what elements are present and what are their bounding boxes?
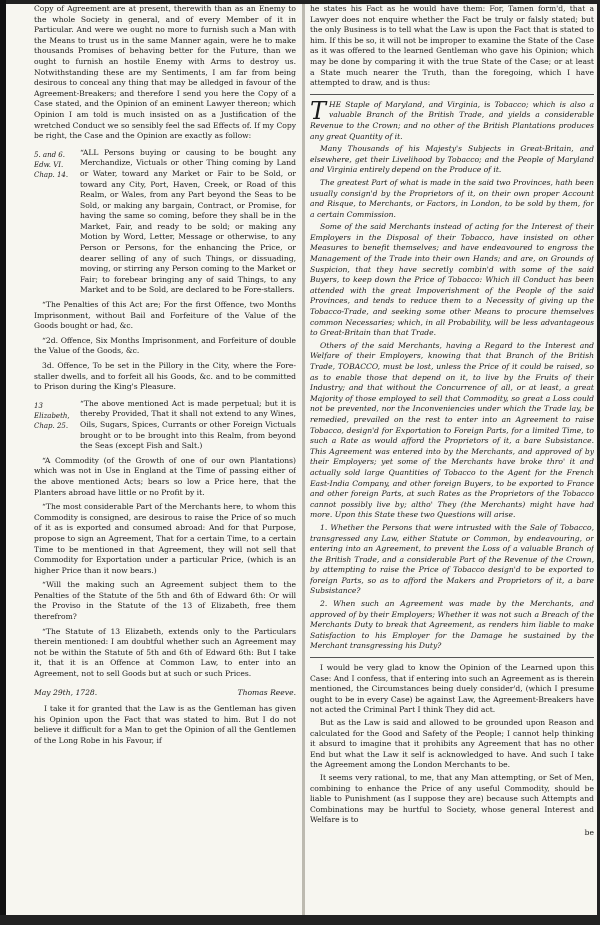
rational-paragraph: It seems very rational, to me, that any Man attempting, or Set of Men, combining to enhance the Price of any useful Commodity, should be liable to Punishment (as I suppose they are) because such Attempts and Combinations may be hurtful to Society, whose general Interest and Welfare is to bbox=[310, 772, 594, 825]
case-commodity-paragraph: “A Commodity (of the Growth of one of our own Plantations) which was not in Use in England at the Time of passing either of the above mentioned Acts; bears so low a Price here, that the Planters abroad have little or no Profit by it. bbox=[34, 455, 296, 497]
opinion-signature bbox=[34, 688, 296, 699]
right-column bbox=[310, 4, 594, 912]
section-rule-2 bbox=[310, 657, 594, 658]
question-one: 1. Whether the Persons that were intrusted with the Sale of Tobacco, transgressed any Law, either Statute or Common, by endeavouring, or entering into an Agreement, to prevent the Loss of a valuable Branch of the British Trade, and a considerable Part of the Revenue of the Crown, by attempting to raise the Price of Tobacco design'd to be exported to foreign Parts, so as to afford the Makers and Proprietors of it, a bare Subsistance? bbox=[310, 522, 594, 596]
statute-elizabeth-body: “The above mentioned Act is made perpetual; but it is thereby Provided, That it shall not extend to any Wines, Oils, Sugars, Spices, Currants or other Foreign Victuals brought or to be brought into this Realm, from beyond the Seas (except Fish and Salt.) bbox=[80, 398, 296, 451]
opinion-request-paragraph: I would be very glad to know the Opinion of the Learned upon this Case: And I confess, that if entering into such an Agreement as is therein mentioned, the Circumstances being duely consider'd, (which I presume ought to be in every Case) be against Law, the Agreement-Breakers have not acted the Criminal Part I think They did act. bbox=[310, 663, 594, 715]
drop-cap: T bbox=[310, 96, 327, 125]
agreement-paragraph: Others of the said Merchants, having a Regard to the Interest and Welfare of their Employers, knowing that that Branch of the British Trade, TOBACCO, must be lost, unless the Price of it could be raised, so as to enable those that depend on it, to live by the Fruits of their Industry; and that without the Concurrence of all, or at least, a great Majority of those employed to sell that Commodity, so great a Loss could not be prevented, nor the Inconveniencies under which the Trade lay, be remedied, prevailed on the rest to enter into an Agreement to raise Tobacco, design'd for Exportation to Foreign Parts, for a limited Time, to such a Rate as would afford the Proprietors of it, a bare Subsistance. This Agreement was entered into by the Merchants, and approved of by their Employers; yet some of the Merchants have broke thro' it and actually sold large Quantities of Tobacco to the Agent for the French East-India Company, and other foreign Buyers, to be exported to France and other foreign Parts, at such Rates as the Proprietors of the Tobacco cannot possibly live by; altho' They (the Merchants) might have had more. Upon this State these two Questions will arise. bbox=[310, 340, 594, 520]
subjects-paragraph: Many Thousands of his Majesty's Subjects in Great-Britain, and elsewhere, get their Livelihood by Tobacco; and the People of Maryland and Virginia entirely depend on the Produce of it. bbox=[310, 144, 594, 175]
consignment-paragraph: The greatest Part of what is made in the said two Provinces, hath been usually consign'd by the Proprietors of it, on their own proper Account and Risque, to Merchants, or Factors, in London, to be sold by them, for a certain Commission. bbox=[310, 177, 594, 219]
staple-text: HE Staple of Maryland, and Virginia, is Tobacco; which is also a valuable Branch of the British Trade, and yields a considerable Revenue to the Crown; and no other of the British Plantations produces any great Quantity of it. bbox=[310, 99, 594, 141]
second-offence-paragraph: “2d. Offence, Six Months Imprisonment, and Forfeiture of double the Value of the Goods, &c. bbox=[34, 335, 296, 356]
opinion-paragraph: “The Statute of 13 Elizabeth, extends only to the Particulars therein mentioned: I am doubtful whether such an Agreement may not be within the Statute of 5th and 6th of Edward 6th: But I take it, that it is an Offence at Common Law, to enter into an Agreement, not to sell Goods but at such or such Prices. bbox=[34, 626, 296, 679]
scan-left-edge bbox=[0, 0, 6, 925]
question-two: 2. When such an Agreement was made by the Merchants, and approved of by their Employers; Whether it was not such a Breach of the Merchants Duty to break that Agreement, as renders him liable to make Satisfaction to his Employer for the Damage he sustained by the Merchant transgressing his Duty? bbox=[310, 599, 594, 651]
section-rule bbox=[310, 94, 594, 95]
merchants-conduct-paragraph: Some of the said Merchants instead of acting for the Interest of their Employers in the Disposal of their Tobacco, have insisted on other Measures to benefit themselves; and have endeavoured to engross the Management of the Trade into their own Hands; and are, on Grounds of Suspicion, that they have secretly combin'd with some of the said Buyers, to keep down the Price of Tobacco: Which ill Conduct has been attended with the great Impoverishment of the People of the said Provinces, and tends to reduce them to a Necessity of giving up the Tobacco-Trade, and seeking some other Means to procure themselves common Necessaries; which, in all Probability, will be less advantageous to Great-Britain than that Trade. bbox=[310, 222, 594, 338]
law-reason-paragraph: But as the Law is said and allowed to be grounded upon Reason and calculated for the Good and Safety of the People; I cannot help thinking it absurd to imagine that it prohibits any Agreement that has no other End but what the Law it self is acknowledged to have. And such I take the Agreement among the London Merchants to be. bbox=[310, 718, 594, 770]
statute-edward-ref: 5. and 6. Edw. VI. Chap. 14. bbox=[34, 150, 69, 179]
penalties-paragraph: “The Penalties of this Act are; For the first Offence, two Months Imprisonment, without Bail and Forfeiture of the Value of the Goods bought or had, &c. bbox=[34, 300, 296, 331]
left-closing-paragraph: I take it for granted that the Law is as the Gentleman has given his Opinion upon the Fact that was stated to him. But I do not believe it difficult for a Man to get the Opinion of all the Gentlemen of the Long Robe in his Favour, if bbox=[34, 704, 296, 745]
case-merchants-paragraph: “The most considerable Part of the Merchants here, to whom this Commodity is consigned, are desirous to raise the Price of so much of it as is exported and consumed abroad: And for that Purpose, propose to sign an Agreement, That for a certain Time, to a certain Time to be mentioned in that Agreement, they will not sell that Commodity for Exportation under a particular Price, (which is an higher Price than it now bears.) bbox=[34, 502, 296, 575]
case-question-paragraph: “Will the making such an Agreement subject them to the Penalties of the Statute of the 5th and 6th of Edward 6th: Or will the Proviso in the Statute of the 13 of Elizabeth, free them therefrom? bbox=[34, 580, 296, 622]
opinion-signer: Thomas Reeve. bbox=[237, 687, 296, 697]
statute-elizabeth bbox=[34, 399, 296, 452]
left-column bbox=[34, 4, 296, 912]
catchword: be bbox=[584, 827, 594, 837]
statute-edward bbox=[34, 148, 296, 296]
staple-paragraph bbox=[310, 96, 594, 142]
left-intro: Copy of Agreement are at present, therewith than as an Enemy to the whole Society in general, and of every Member of it in Particular. And were we ought no more to furnish such a Man with the Means to trust us in the same Manner again, were he to make thousands Promises of behaving better for the Future, than we ought to furnish an hostile Enemy with Arms to destroy us. Notwithstanding these are my Sentiments, I am far from being desirous to conceal any thing that may be alledged in favour of the Agreement-Breakers; and therefore I send you here the Copy of a Case stated, and the Opinion of an eminent Lawyer thereon; which Opinion I am told is much insisted on as a Justification of the wretched Conduct we so sensibly feel the sad Effects of. If my Copy be right, the Case and the Opinion are exactly as follow: bbox=[34, 4, 296, 141]
column-gutter bbox=[302, 4, 305, 919]
opinion-date: May 29th, 1728. bbox=[34, 687, 98, 697]
third-offence-paragraph: 3d. Offence, To be set in the Pillory in the City, where the Fore-staller dwells, and to forfeit all his Goods, &c. and to be committed to Prison during the King's Pleasure. bbox=[34, 361, 296, 392]
right-intro: he states his Fact as he would have them: For, Tamen form'd, that a Lawyer does not enquire whether the Fact be truly or falsly stated; but the only Business is to tell what the Law is upon the Fact that is stated to him. If this be so, it will not be improper to examine the State of the Case as it was offered to the learned Gentleman who gave his Opinion; which may be done by comparing it with the true State of the Case; or at least a State much nearer the Truth, than the foregoing, which I have attempted to draw, and is thus: bbox=[310, 4, 594, 88]
statute-edward-body: “ALL Persons buying or causing to be bought any Merchandize, Victuals or other Thing coming by Land or Water, toward any Market or Fair to be Sold, or toward any City, Port, Haven, Creek, or Road of this Realm, or Wales, from any Part beyond the Seas to be Sold, or making any bargain, Contract, or Promise, for having the same so coming, before they shall be in the Market, Fair, and ready to be sold; or making any Motion by Word, Letter, Message or otherwise, to any Person or Persons, for the enhancing the Price, or dearer selling of any of such Things, or dissuading, moving, or stirring any Person coming to the Market or Fair; to forebear bringing any of said Things, to any Market and to be Sold, are declared to be Fore-stallers. bbox=[80, 147, 296, 295]
statute-elizabeth-ref: 13 Elizabeth, Chap. 25. bbox=[34, 401, 70, 430]
scan-bottom-edge bbox=[0, 915, 600, 925]
